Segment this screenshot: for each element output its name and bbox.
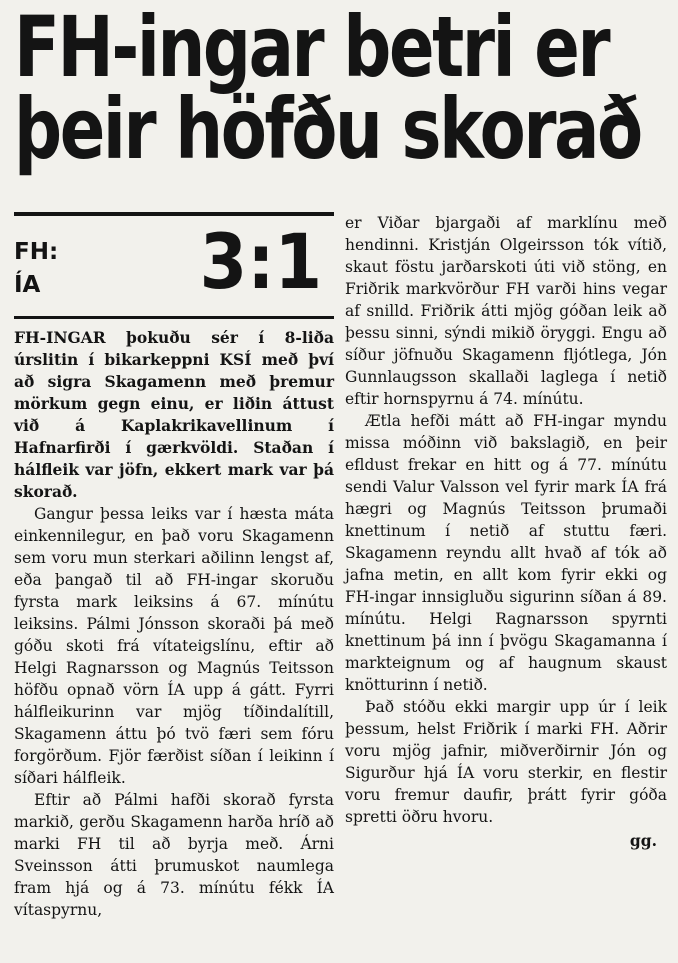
body-paragraph: Ætla hefði mátt að FH-ingar myndu missa móðinn við bakslagið, en þeir efldust frekar en hitt og á 77. mínútu sendi Valur Valsson vel fyrir mark ÍA frá hægri og Magnús Teitsson þrumaði knettinum í netið af stuttu færi. Skagamenn reyndu allt hvað af tók að jafna metin, en allt kom fyrir ekki og FH-ingar innsigluðu sigurinn síðan á 89. mínútu. Helgi Ragnarsson spyrnti knettinum þá inn í þvögu Skagamanna í markteignum og af haugnum skaust knötturinn í netið. xyxy=(345,412,667,694)
final-score: 3:1 xyxy=(199,217,322,306)
body-paragraph: Eftir að Pálmi hafði skorað fyrsta markið, gerðu Skagamenn harða hríð að marki FH til að byrja með. Árni Sveinsson átti þrumuskot naumlega fram hjá og á 73. mínútu fékk ÍA vítaspyrnu, xyxy=(14,791,334,919)
team-home: FH: xyxy=(14,239,59,265)
headline xyxy=(14,0,641,178)
score-bottom-rule xyxy=(14,316,334,319)
left-column xyxy=(14,212,334,921)
lead-paragraph: FH-INGAR þokuðu sér í 8-liða úrslitin í bikarkeppni KSÍ með því að sigra Skagamenn með þremur mörkum gegn einu, er liðin áttust við á Kaplakrikavellinum í Hafnarfirði í gærkvöldi. Staðan í hálfleik var jöfn, ekkert mark var þá skorað. xyxy=(14,328,334,501)
scoreline-box xyxy=(14,216,334,316)
right-column xyxy=(345,212,667,852)
headline-line-2: þeir höfðu skorað xyxy=(14,80,641,178)
body-paragraph-continued: er Viðar bjargaði af marklínu með hendinni. Kristján Olgeirsson tók vítið, skaut föstu jarðarskoti úti við stöng, en Friðrik markvörður FH varði hins vegar af snilld. Friðrik átti mjög góðan leik að þessu sinni, sýndi mikið öryggi. Engu að síður jöfnuðu Skagamenn fljótlega, Jón Gunnlaugsson skallaði laglega í netið eftir hornspyrnu á 74. mínútu. xyxy=(345,214,667,408)
body-paragraph: Það stóðu ekki margir upp úr í leik þessum, helst Friðrik í marki FH. Aðrir voru mjög jafnir, miðverðirnir Jón og Sigurður hjá ÍA voru sterkir, en flestir voru fremur daufir, þrátt fyrir góða spretti öðru hvoru. xyxy=(345,698,667,826)
headline-line-1: FH-ingar betri er xyxy=(14,0,609,96)
body-paragraph: Gangur þessa leiks var í hæsta máta einkennilegur, en það voru Skagamenn sem voru mun sterkari aðilinn lengst af, eða þangað til að FH-ingar skoruðu fyrsta mark leiksins á 67. mínútu leiksins. Pálmi Jónsson skoraði þá með góðu skoti frá vítateigslínu, eftir að Helgi Ragnarsson og Magnús Teitsson höfðu opnað vörn ÍA upp á gátt. Fyrri hálfleikurinn var mjög tíðindalítill, Skagamenn áttu þó tvö færi sem fóru forgörðum. Fjör færðist síðan í leikinn í síðari hálfleik. xyxy=(14,505,334,787)
team-away: ÍA xyxy=(14,272,41,298)
teams xyxy=(14,236,58,302)
author-signature: gg. xyxy=(629,831,657,850)
